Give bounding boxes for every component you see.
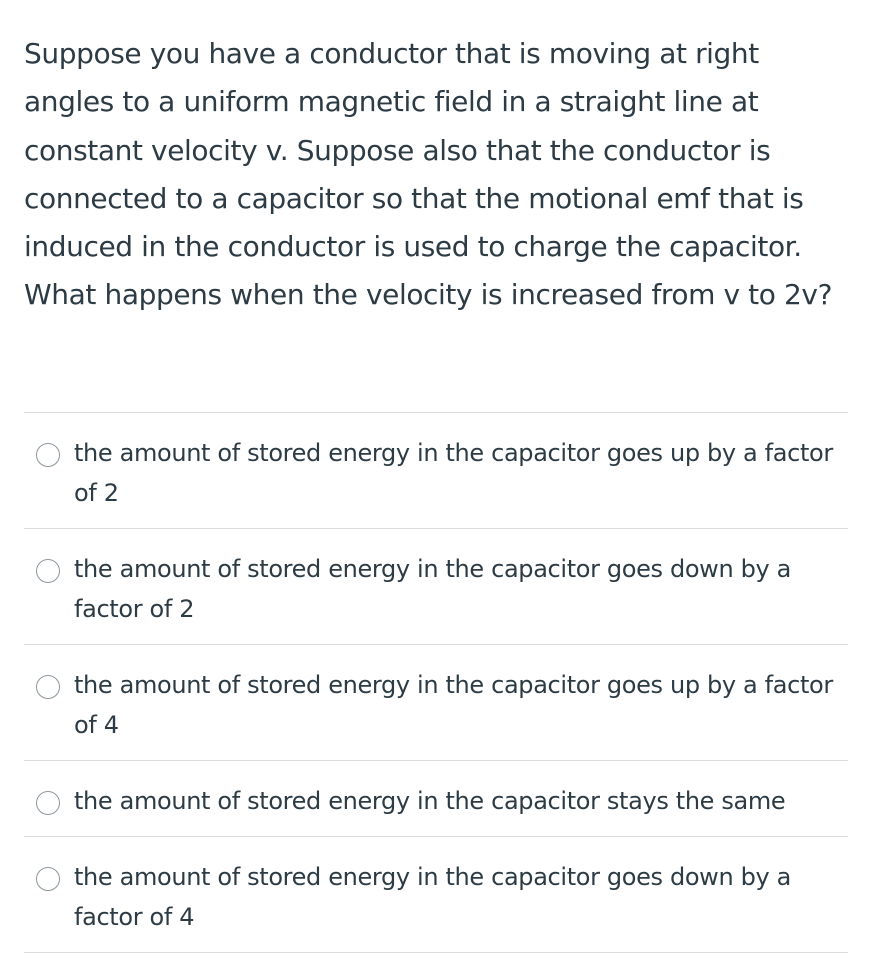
answer-option-1[interactable]	[24, 413, 848, 529]
answer-option-4[interactable]	[24, 761, 848, 837]
answer-option-3[interactable]	[24, 645, 848, 761]
radio-button[interactable]	[36, 867, 60, 891]
answer-option-2[interactable]	[24, 529, 848, 645]
radio-button[interactable]	[36, 791, 60, 815]
answer-label[interactable]: the amount of stored energy in the capacitor stays the same	[74, 787, 786, 815]
answer-label[interactable]: the amount of stored energy in the capacitor goes up by a factor of 2	[74, 439, 833, 507]
answer-label[interactable]: the amount of stored energy in the capacitor goes down by a factor of 2	[74, 555, 791, 623]
answer-label[interactable]: the amount of stored energy in the capacitor goes up by a factor of 4	[74, 671, 833, 739]
answer-label[interactable]: the amount of stored energy in the capacitor goes down by a factor of 4	[74, 863, 791, 931]
answer-option-5[interactable]	[24, 837, 848, 953]
question-text: Suppose you have a conductor that is moving at right angles to a uniform magnetic field in a straight line at constant velocity v. Suppose also that the conductor is connected to a capacitor so that the motional emf that is induced in the conductor is used to charge the capacitor. What happens when the velocity is increased from v to 2v?	[24, 37, 833, 312]
radio-button[interactable]	[36, 675, 60, 699]
answer-list	[24, 412, 848, 953]
radio-button[interactable]	[36, 443, 60, 467]
radio-button[interactable]	[36, 559, 60, 583]
